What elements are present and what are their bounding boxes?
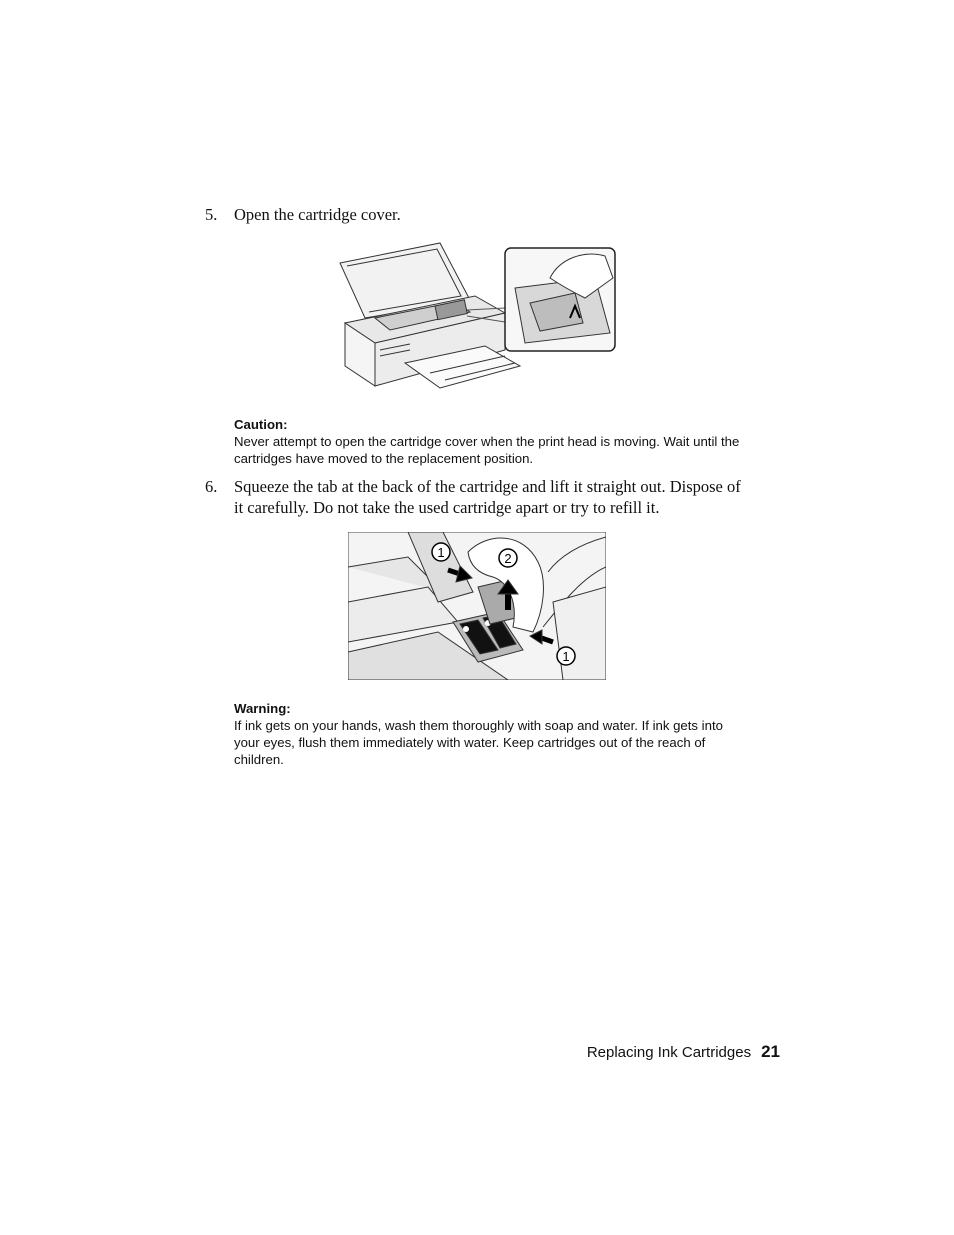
step-number: 5.: [205, 205, 218, 224]
printer-open-cover-illustration: [335, 238, 620, 398]
callout-1-bottom: 1: [562, 649, 570, 664]
step-text: Squeeze the tab at the back of the cartridge and lift it straight out. Dispose of it carefully. Do not take the used cartridge apart or try to refill it.: [234, 477, 741, 517]
cartridge-removal-illustration: [348, 532, 606, 680]
page-number: 21: [761, 1042, 780, 1061]
callout-1-top: 1: [437, 545, 445, 560]
step-text: Open the cartridge cover.: [234, 205, 401, 224]
callout-2: 2: [504, 551, 512, 566]
warning-label: Warning:: [234, 701, 291, 716]
page-footer: [540, 1042, 780, 1063]
caution-note: [234, 416, 744, 467]
caution-label: Caution:: [234, 417, 288, 432]
step-number: 6.: [205, 477, 218, 496]
warning-text: If ink gets on your hands, wash them thoroughly with soap and water. If ink gets into your eyes, flush them immediately with water. Keep cartridges out of the reach of children.: [234, 718, 723, 767]
caution-text: Never attempt to open the cartridge cover when the print head is moving. Wait until the cartridges have moved to the replacement position.: [234, 434, 740, 466]
footer-section-title: Replacing Ink Cartridges: [586, 1044, 752, 1061]
warning-note: [234, 700, 744, 768]
